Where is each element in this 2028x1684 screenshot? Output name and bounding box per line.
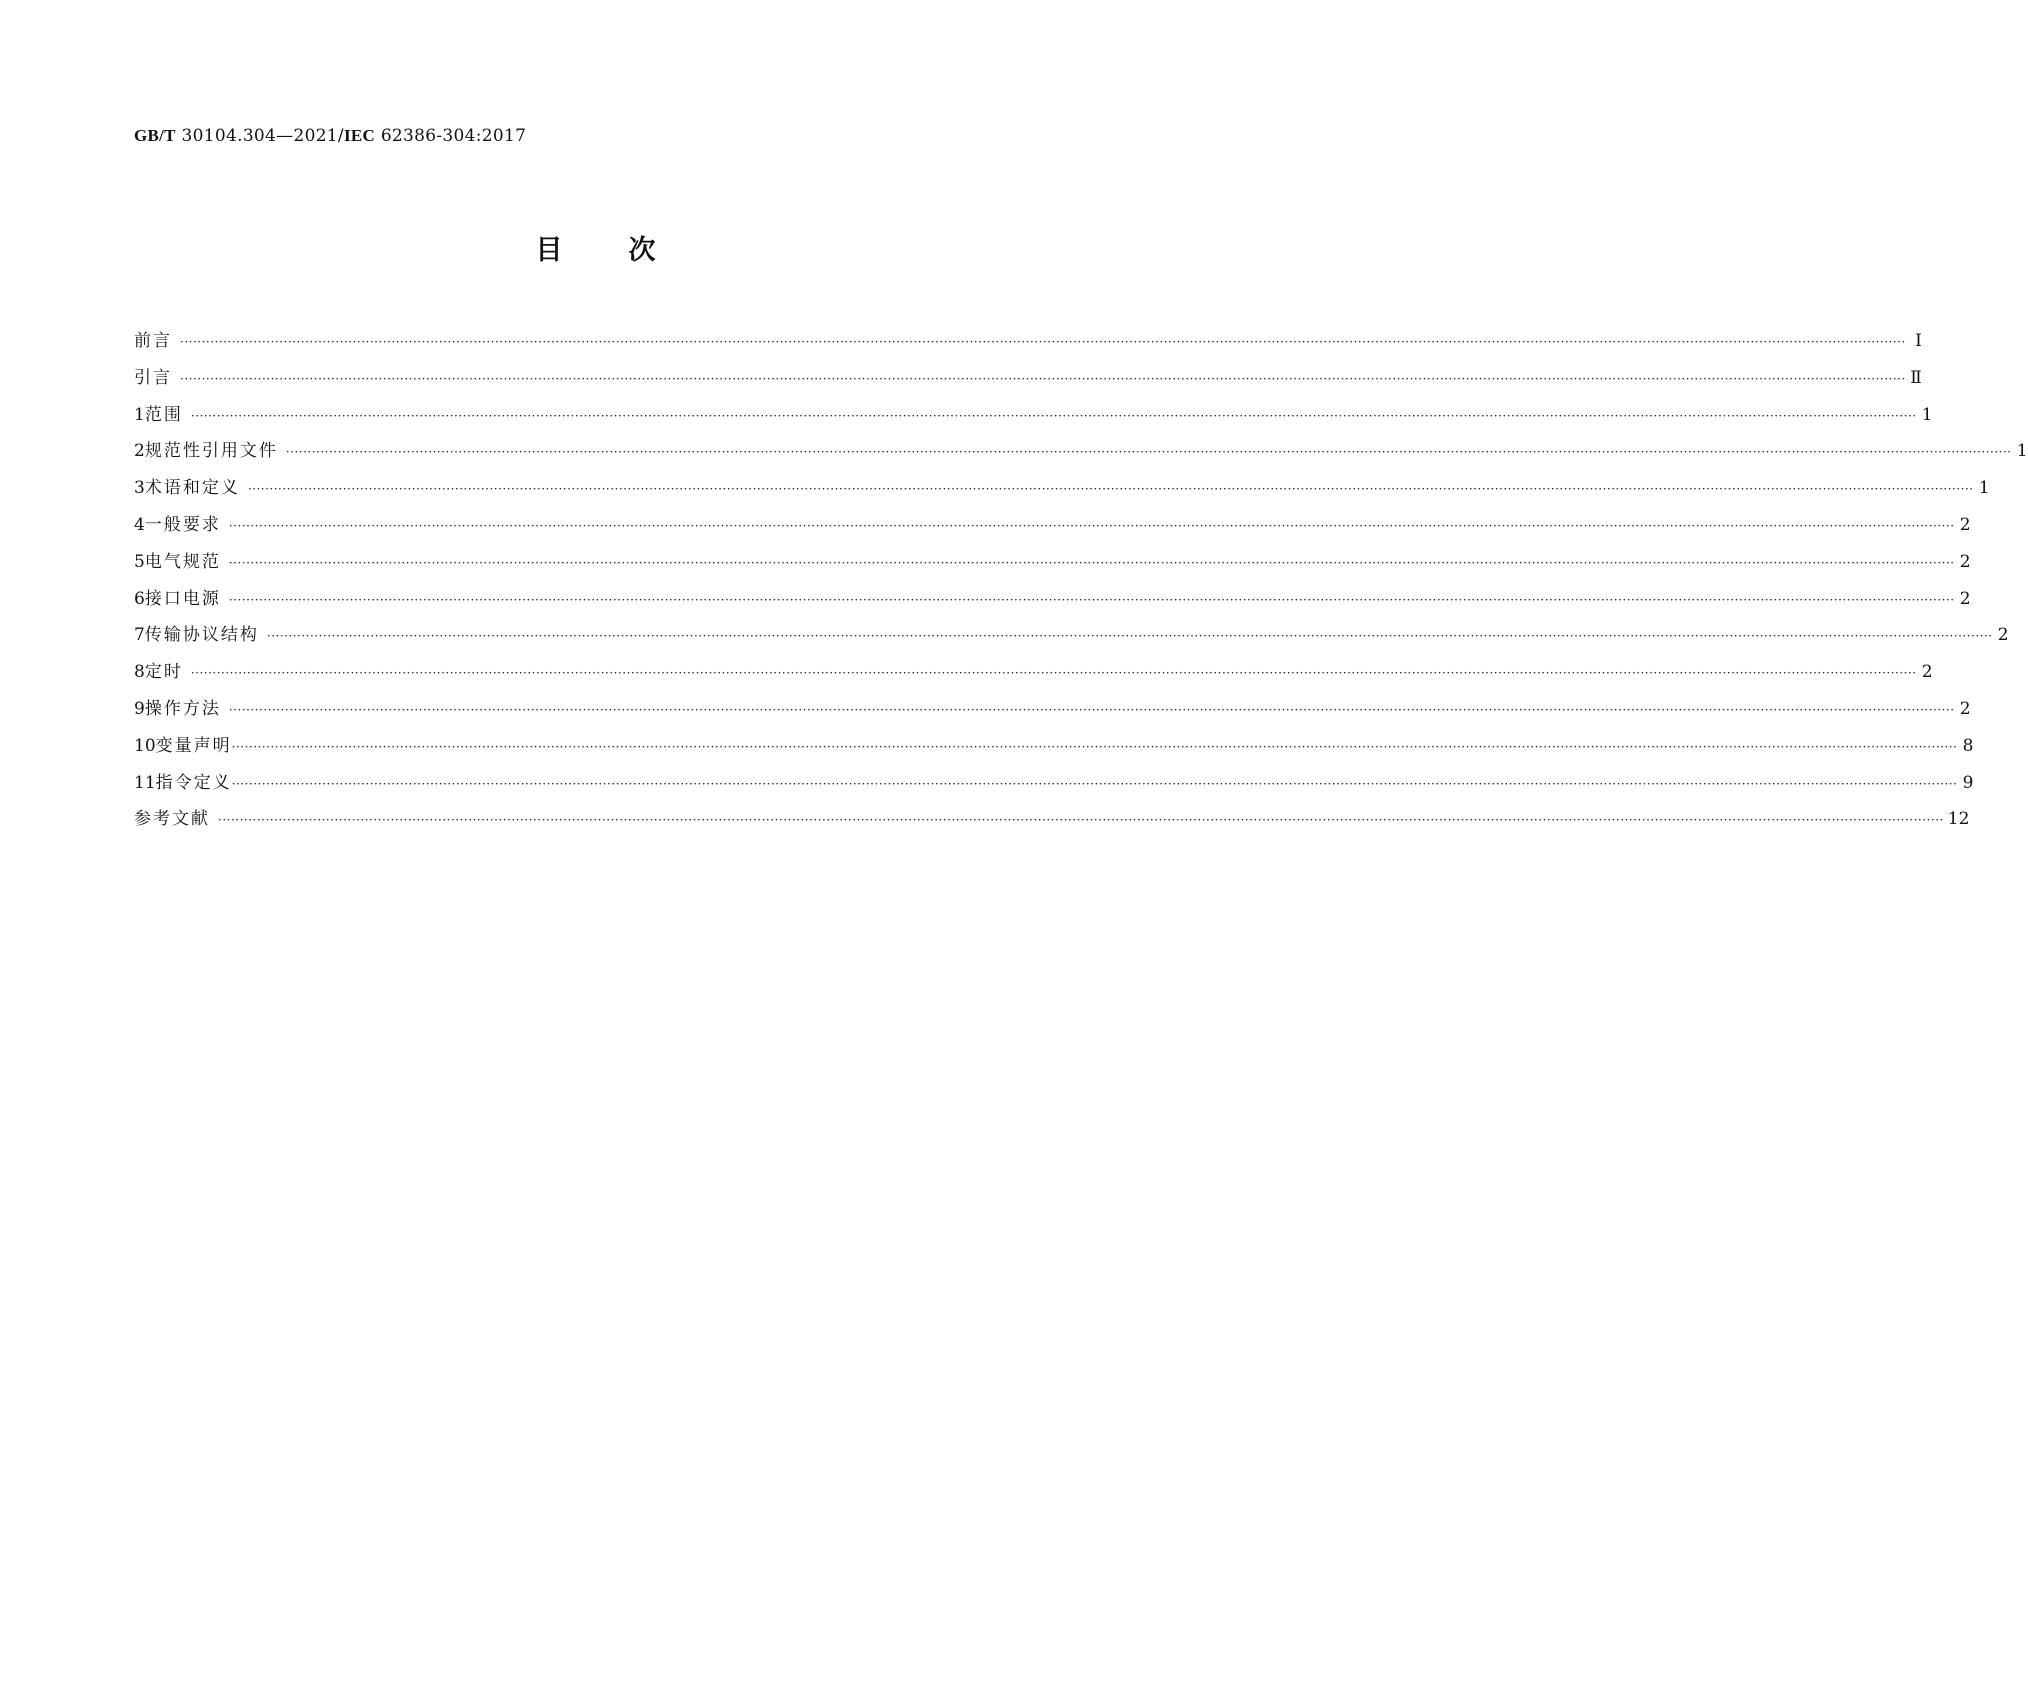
toc-entry-label: 参考文献 — [134, 809, 210, 830]
toc-entry[interactable] — [134, 326, 1922, 363]
toc-entry-page: 1 — [2016, 441, 2028, 462]
dot-leader: ················································································································································································································································································································································································································ — [180, 371, 1906, 386]
toc-entry[interactable] — [134, 473, 1990, 510]
toc-entry-label: 一般要求 — [144, 514, 221, 535]
toc-entry-label: 引言 — [134, 367, 172, 388]
toc-entry-number: 4 — [134, 514, 145, 535]
toc-entry-page: 2 — [1959, 514, 1971, 535]
dot-leader: ················································································································································································································································································································································································································ — [228, 702, 1955, 717]
toc-entry-label: 电气规范 — [144, 551, 221, 572]
toc-entry-label: 术语和定义 — [144, 478, 240, 499]
toc-entry-number: 5 — [134, 551, 145, 572]
toc-entry-label: 规范性引用文件 — [144, 441, 278, 462]
toc-entry-page: 2 — [1959, 698, 1971, 719]
toc-entry-label: 定时 — [144, 662, 183, 683]
toc-entry-page: 9 — [1962, 772, 1974, 793]
dot-leader: ················································································································································································································································································································································································································ — [231, 739, 1958, 754]
toc-entry-number: 2 — [134, 441, 145, 462]
toc-entry-number: 9 — [134, 698, 145, 719]
toc-entry[interactable] — [134, 363, 1922, 400]
dot-leader: ················································································································································································································································································································································································································ — [285, 445, 2012, 460]
toc-entry-label: 操作方法 — [144, 698, 221, 719]
toc-entry-label: 前言 — [134, 331, 172, 351]
toc-entry[interactable] — [134, 400, 1933, 437]
toc-entry-page: 2 — [1959, 588, 1971, 609]
toc-entry-page: Ⅰ — [1915, 331, 1922, 351]
toc-entry-page: 2 — [1997, 625, 2009, 646]
iec-prefix: IEC — [343, 126, 376, 145]
toc-entry-number: 1 — [134, 404, 145, 425]
toc-entry[interactable] — [134, 804, 1970, 841]
dot-leader: ················································································································································································································································································································································································································ — [190, 666, 1917, 681]
toc-entry-number: 8 — [134, 662, 145, 683]
toc-entry-page: 8 — [1962, 735, 1974, 756]
document-header — [134, 126, 526, 146]
iec-number: 62386-304:2017 — [375, 126, 527, 146]
dot-leader: ················································································································································································································································································································································································································ — [228, 555, 1955, 570]
toc-entry-number: 6 — [134, 588, 145, 609]
title-char: 目 — [535, 235, 563, 266]
dot-leader: ················································································································································································································································································································································································································ — [218, 813, 1944, 828]
toc-entry-label: 变量声明 — [155, 735, 232, 756]
toc-entry-page: 1 — [1978, 478, 1990, 499]
toc-entry-label: 指令定义 — [155, 772, 232, 793]
dot-leader: ················································································································································································································································································································································································································ — [180, 335, 1906, 349]
toc-entry[interactable] — [134, 657, 1933, 694]
toc-entry-number: 7 — [134, 625, 145, 646]
toc-entry[interactable] — [134, 510, 1971, 547]
toc-entry[interactable] — [134, 768, 1974, 805]
toc-entry-number: 3 — [134, 478, 145, 499]
standard-number: 30104.304—2021/ — [175, 126, 344, 146]
dot-leader: ················································································································································································································································································································································································································ — [266, 629, 1993, 644]
toc-entry-page: 2 — [1959, 551, 1971, 572]
toc-entry-label: 传输协议结构 — [144, 625, 259, 646]
toc-entry-number: 10 — [134, 735, 156, 756]
toc-entry-page: Ⅱ — [1910, 367, 1922, 388]
table-of-contents — [134, 326, 2028, 841]
toc-entry[interactable] — [134, 547, 1971, 584]
page-title — [0, 228, 1191, 267]
toc-entry[interactable] — [134, 731, 1974, 768]
toc-entry-number: 11 — [134, 772, 156, 793]
dot-leader: ················································································································································································································································································································································································································ — [190, 408, 1917, 423]
dot-leader: ················································································································································································································································································································································································································ — [228, 518, 1955, 533]
toc-entry-label: 接口电源 — [144, 588, 221, 609]
dot-leader: ················································································································································································································································································································································································································ — [231, 776, 1958, 791]
dot-leader: ················································································································································································································································································································································································································ — [247, 482, 1974, 497]
toc-entry[interactable] — [134, 620, 2009, 657]
title-char: 次 — [628, 235, 656, 266]
standard-prefix: GB/T — [134, 126, 176, 145]
toc-entry-label: 范围 — [144, 404, 183, 425]
toc-entry-page: 2 — [1921, 662, 1933, 683]
toc-entry-page: 1 — [1921, 404, 1933, 425]
toc-entry[interactable] — [134, 694, 1971, 731]
dot-leader: ················································································································································································································································································································································································································ — [228, 592, 1955, 607]
toc-entry[interactable] — [134, 436, 2028, 473]
toc-entry[interactable] — [134, 584, 1971, 621]
toc-entry-page: 12 — [1947, 809, 1970, 830]
